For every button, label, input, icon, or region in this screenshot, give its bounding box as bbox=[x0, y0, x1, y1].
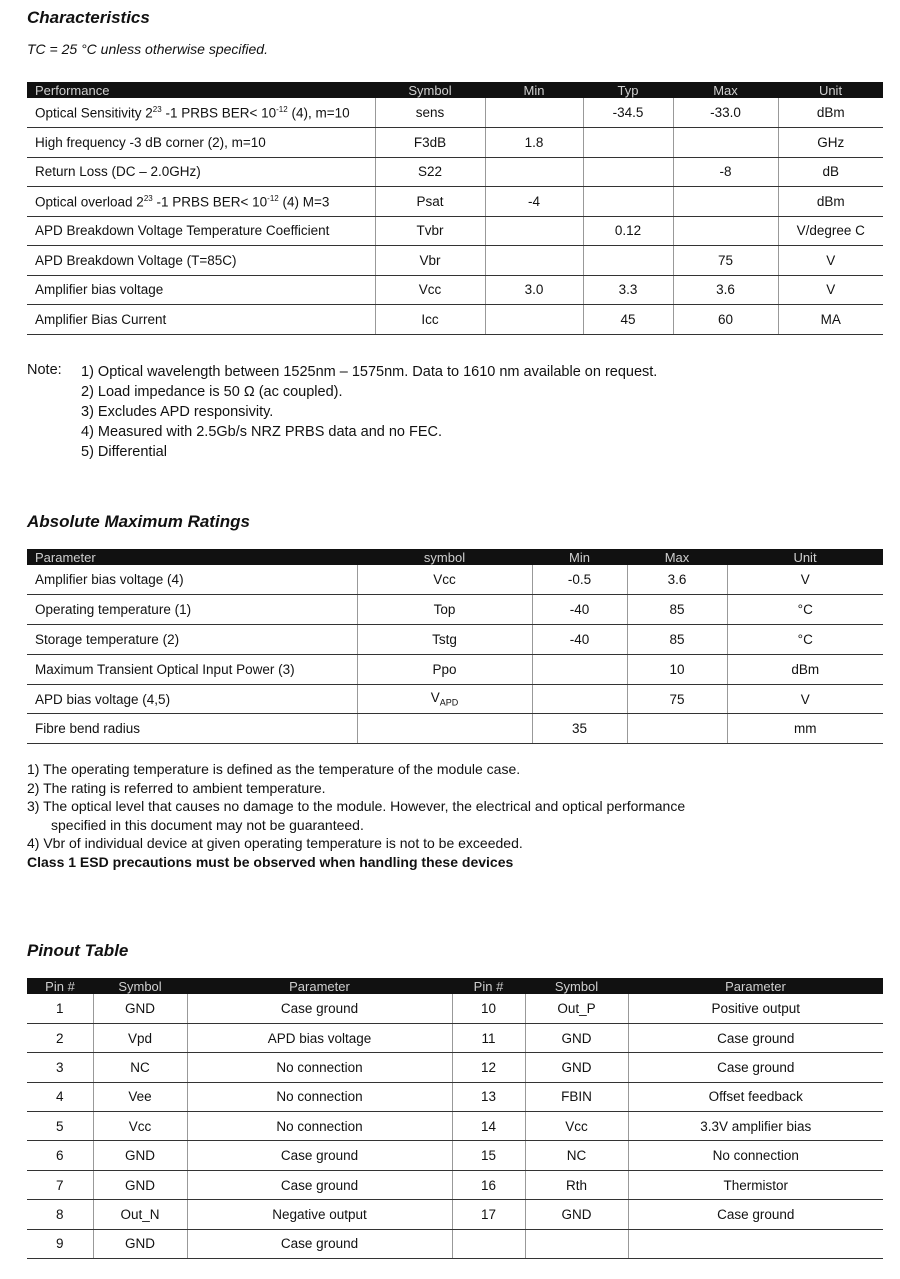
pin-parameter-cell: Case ground bbox=[628, 1200, 883, 1229]
pin-symbol-cell: Vcc bbox=[525, 1112, 628, 1141]
pin-parameter-cell: Case ground bbox=[187, 1170, 452, 1199]
typ-cell: 0.12 bbox=[583, 216, 673, 246]
subscript: APD bbox=[439, 697, 459, 708]
notes-list bbox=[81, 362, 657, 462]
pin-number-cell: 7 bbox=[27, 1170, 93, 1199]
performance-cell bbox=[27, 275, 375, 305]
table-row bbox=[27, 654, 883, 684]
table-row bbox=[27, 1229, 883, 1258]
table-row bbox=[27, 1023, 883, 1052]
min-cell bbox=[485, 246, 583, 276]
parameter-cell: Operating temperature (1) bbox=[27, 595, 357, 625]
col-header: Parameter bbox=[187, 978, 452, 994]
unit-cell: dBm bbox=[778, 187, 883, 217]
pinout-table bbox=[27, 978, 883, 1259]
performance-text: High frequency -3 dB corner (2), m=10 bbox=[35, 134, 266, 150]
col-header: Pin # bbox=[27, 978, 93, 994]
pin-symbol-cell bbox=[525, 1229, 628, 1258]
unit-cell: V bbox=[727, 684, 883, 714]
min-cell: 35 bbox=[532, 714, 627, 744]
superscript: -12 bbox=[276, 104, 288, 114]
pin-symbol-cell: Vpd bbox=[93, 1023, 187, 1052]
performance-text: Optical overload 2 bbox=[35, 194, 144, 209]
performance-cell bbox=[27, 305, 375, 335]
table-row bbox=[27, 625, 883, 655]
typ-cell bbox=[583, 128, 673, 158]
min-cell: -0.5 bbox=[532, 565, 627, 595]
pin-parameter-cell: Offset feedback bbox=[628, 1082, 883, 1111]
table-row bbox=[27, 595, 883, 625]
pin-symbol-cell: Out_P bbox=[525, 994, 628, 1023]
pin-number-cell: 12 bbox=[452, 1053, 525, 1082]
performance-text: -1 PRBS BER< 10 bbox=[152, 194, 268, 209]
typ-cell bbox=[583, 157, 673, 187]
max-cell: 3.6 bbox=[627, 565, 727, 595]
max-cell: 75 bbox=[673, 246, 778, 276]
symbol-cell bbox=[357, 714, 532, 744]
symbol-cell bbox=[357, 684, 532, 714]
pin-number-cell: 17 bbox=[452, 1200, 525, 1229]
pin-parameter-cell: Case ground bbox=[187, 994, 452, 1023]
performance-cell bbox=[27, 187, 375, 217]
performance-text: Amplifier bias voltage bbox=[35, 282, 164, 298]
pin-parameter-cell bbox=[628, 1229, 883, 1258]
performance-text: APD Breakdown Voltage Temperature Coefficient bbox=[35, 223, 330, 239]
symbol-cell: sens bbox=[375, 98, 485, 128]
symbol-cell: Vcc bbox=[375, 275, 485, 305]
max-cell: 75 bbox=[627, 684, 727, 714]
pin-parameter-cell: Case ground bbox=[187, 1229, 452, 1258]
table-row bbox=[27, 128, 883, 158]
pin-symbol-cell: Out_N bbox=[93, 1200, 187, 1229]
max-cell bbox=[673, 128, 778, 158]
min-cell bbox=[485, 216, 583, 246]
pinout-title: Pinout Table bbox=[27, 941, 129, 960]
min-cell: -40 bbox=[532, 595, 627, 625]
pin-number-cell: 5 bbox=[27, 1112, 93, 1141]
characteristics-table bbox=[27, 82, 883, 335]
abs-max-notes bbox=[27, 760, 685, 871]
symbol-cell: Icc bbox=[375, 305, 485, 335]
table-row bbox=[27, 1170, 883, 1199]
max-cell bbox=[673, 216, 778, 246]
max-cell bbox=[673, 187, 778, 217]
typ-cell: -34.5 bbox=[583, 98, 673, 128]
unit-cell: MA bbox=[778, 305, 883, 335]
table-row bbox=[27, 275, 883, 305]
max-cell: 3.6 bbox=[673, 275, 778, 305]
table-row bbox=[27, 187, 883, 217]
col-header: Symbol bbox=[375, 82, 485, 98]
unit-cell: dB bbox=[778, 157, 883, 187]
performance-cell bbox=[27, 216, 375, 246]
pin-parameter-cell: Case ground bbox=[187, 1141, 452, 1170]
characteristics-subtitle: TC = 25 °C unless otherwise specified. bbox=[27, 41, 268, 57]
symbol-text: Vcc bbox=[433, 572, 456, 588]
pin-number-cell: 6 bbox=[27, 1141, 93, 1170]
max-cell: 60 bbox=[673, 305, 778, 335]
pin-number-cell: 11 bbox=[452, 1023, 525, 1052]
pin-number-cell: 3 bbox=[27, 1053, 93, 1082]
symbol-cell bbox=[357, 654, 532, 684]
max-cell bbox=[627, 714, 727, 744]
note-label: Note: bbox=[27, 362, 62, 378]
symbol-text: Ppo bbox=[432, 661, 457, 677]
pin-symbol-cell: Rth bbox=[525, 1170, 628, 1199]
performance-text: Amplifier Bias Current bbox=[35, 311, 167, 327]
pin-symbol-cell: GND bbox=[93, 1170, 187, 1199]
symbol-cell: F3dB bbox=[375, 128, 485, 158]
col-header: symbol bbox=[357, 549, 532, 565]
col-header: Performance bbox=[27, 82, 375, 98]
note-item: 3) Excludes APD responsivity. bbox=[81, 404, 274, 420]
parameter-cell: Storage temperature (2) bbox=[27, 625, 357, 655]
pin-symbol-cell: Vee bbox=[93, 1082, 187, 1111]
unit-cell: mm bbox=[727, 714, 883, 744]
pin-number-cell: 4 bbox=[27, 1082, 93, 1111]
pin-symbol-cell: GND bbox=[525, 1053, 628, 1082]
table-row bbox=[27, 1082, 883, 1111]
performance-text: APD Breakdown Voltage (T=85C) bbox=[35, 252, 237, 268]
pin-parameter-cell: No connection bbox=[187, 1053, 452, 1082]
col-header: Max bbox=[673, 82, 778, 98]
table-row bbox=[27, 216, 883, 246]
pin-symbol-cell: FBIN bbox=[525, 1082, 628, 1111]
symbol-cell: Vbr bbox=[375, 246, 485, 276]
col-header: Max bbox=[627, 549, 727, 565]
typ-cell bbox=[583, 187, 673, 217]
pin-number-cell: 2 bbox=[27, 1023, 93, 1052]
min-cell bbox=[532, 654, 627, 684]
abs-note-item: 2) The rating is referred to ambient temperature. bbox=[27, 779, 326, 796]
pin-parameter-cell: No connection bbox=[187, 1082, 452, 1111]
pin-parameter-cell: Positive output bbox=[628, 994, 883, 1023]
min-cell: 3.0 bbox=[485, 275, 583, 305]
table-row bbox=[27, 684, 883, 714]
max-cell: 10 bbox=[627, 654, 727, 684]
unit-cell: °C bbox=[727, 595, 883, 625]
min-cell: -40 bbox=[532, 625, 627, 655]
symbol-cell bbox=[357, 625, 532, 655]
table-row bbox=[27, 246, 883, 276]
col-header: Symbol bbox=[93, 978, 187, 994]
performance-cell bbox=[27, 98, 375, 128]
pin-symbol-cell: GND bbox=[93, 1229, 187, 1258]
performance-cell bbox=[27, 157, 375, 187]
performance-text: -1 PRBS BER< 10 bbox=[161, 105, 277, 121]
unit-cell: dBm bbox=[727, 654, 883, 684]
note-item: 4) Measured with 2.5Gb/s NRZ PRBS data and no FEC. bbox=[81, 424, 443, 440]
abs-note-item: 4) Vbr of individual device at given operating temperature is not to be exceeded. bbox=[27, 835, 523, 851]
table-row bbox=[27, 714, 883, 744]
pin-number-cell: 8 bbox=[27, 1200, 93, 1229]
table-row bbox=[27, 1141, 883, 1170]
pin-parameter-cell: No connection bbox=[628, 1141, 883, 1170]
abs-note-item: 1) The operating temperature is defined as the temperature of the module case. bbox=[27, 761, 521, 777]
pin-symbol-cell: NC bbox=[525, 1141, 628, 1170]
symbol-cell: Psat bbox=[375, 187, 485, 217]
pin-number-cell: 15 bbox=[452, 1141, 525, 1170]
abs-note-item: 3) The optical level that causes no damage to the module. However, the electrical and optical performance bbox=[27, 798, 686, 814]
min-cell: -4 bbox=[485, 187, 583, 217]
esd-warning: Class 1 ESD precautions must be observed when handling these devices bbox=[27, 853, 514, 870]
typ-cell bbox=[583, 246, 673, 276]
unit-cell: V/degree C bbox=[778, 216, 883, 246]
performance-cell bbox=[27, 128, 375, 158]
unit-cell: °C bbox=[727, 625, 883, 655]
min-cell bbox=[485, 305, 583, 335]
note-item: 5) Differential bbox=[81, 444, 167, 460]
unit-cell: GHz bbox=[778, 128, 883, 158]
pin-parameter-cell: 3.3V amplifier bias bbox=[628, 1112, 883, 1141]
table-row bbox=[27, 1200, 883, 1229]
pin-number-cell: 1 bbox=[27, 994, 93, 1023]
pin-symbol-cell: GND bbox=[525, 1200, 628, 1229]
symbol-cell bbox=[357, 565, 532, 595]
performance-cell bbox=[27, 246, 375, 276]
max-cell: -8 bbox=[673, 157, 778, 187]
symbol-text: Tstg bbox=[432, 631, 457, 647]
col-header: Min bbox=[532, 549, 627, 565]
table-row bbox=[27, 1053, 883, 1082]
col-header: Unit bbox=[778, 82, 883, 98]
col-header: Typ bbox=[583, 82, 673, 98]
performance-text: Return Loss (DC – 2.0GHz) bbox=[35, 164, 201, 180]
performance-text: Optical Sensitivity 2 bbox=[35, 105, 153, 121]
max-cell: 85 bbox=[627, 595, 727, 625]
min-cell bbox=[485, 98, 583, 128]
pin-symbol-cell: GND bbox=[93, 994, 187, 1023]
pin-parameter-cell: APD bias voltage bbox=[187, 1023, 452, 1052]
pin-number-cell: 9 bbox=[27, 1229, 93, 1258]
superscript: -12 bbox=[267, 193, 279, 203]
table-row bbox=[27, 98, 883, 128]
table-row bbox=[27, 305, 883, 335]
pin-number-cell: 10 bbox=[452, 994, 525, 1023]
pin-symbol-cell: NC bbox=[93, 1053, 187, 1082]
max-cell: -33.0 bbox=[673, 98, 778, 128]
table-row bbox=[27, 157, 883, 187]
note-item: 2) Load impedance is 50 Ω (ac coupled). bbox=[81, 384, 343, 400]
pin-parameter-cell: Case ground bbox=[628, 1023, 883, 1052]
superscript: 23 bbox=[143, 193, 153, 203]
performance-text: (4) M=3 bbox=[278, 194, 330, 209]
parameter-cell: Maximum Transient Optical Input Power (3) bbox=[27, 654, 357, 684]
note-item: 1) Optical wavelength between 1525nm – 1575nm. Data to 1610 nm available on request. bbox=[81, 364, 658, 380]
col-header: Pin # bbox=[452, 978, 525, 994]
min-cell: 1.8 bbox=[485, 128, 583, 158]
abs-max-title: Absolute Maximum Ratings bbox=[27, 512, 250, 531]
pin-symbol-cell: Vcc bbox=[93, 1112, 187, 1141]
pinout-header-row bbox=[27, 978, 883, 994]
table-row bbox=[27, 994, 883, 1023]
performance-text: (4), m=10 bbox=[287, 105, 350, 121]
table-row bbox=[27, 1112, 883, 1141]
unit-cell: V bbox=[778, 275, 883, 305]
abs-max-header-row bbox=[27, 549, 883, 565]
parameter-cell: Fibre bend radius bbox=[27, 714, 357, 744]
characteristics-title: Characteristics bbox=[27, 8, 150, 27]
col-header: Unit bbox=[727, 549, 883, 565]
col-header: Parameter bbox=[628, 978, 883, 994]
symbol-text: Top bbox=[433, 602, 456, 618]
symbol-cell: Tvbr bbox=[375, 216, 485, 246]
pin-number-cell: 16 bbox=[452, 1170, 525, 1199]
unit-cell: dBm bbox=[778, 98, 883, 128]
pin-parameter-cell: Negative output bbox=[187, 1200, 452, 1229]
col-header: Parameter bbox=[27, 549, 357, 565]
unit-cell: V bbox=[727, 565, 883, 595]
symbol-cell: S22 bbox=[375, 157, 485, 187]
abs-max-table bbox=[27, 549, 883, 744]
pin-number-cell: 14 bbox=[452, 1112, 525, 1141]
max-cell: 85 bbox=[627, 625, 727, 655]
pin-number-cell: 13 bbox=[452, 1082, 525, 1111]
min-cell bbox=[485, 157, 583, 187]
pin-symbol-cell: GND bbox=[93, 1141, 187, 1170]
pin-parameter-cell: Case ground bbox=[628, 1053, 883, 1082]
characteristics-header-row bbox=[27, 82, 883, 98]
parameter-cell: APD bias voltage (4,5) bbox=[27, 684, 357, 714]
table-row bbox=[27, 565, 883, 595]
abs-note-item: specified in this document may not be guaranteed. bbox=[51, 816, 364, 833]
unit-cell: V bbox=[778, 246, 883, 276]
typ-cell: 45 bbox=[583, 305, 673, 335]
symbol-cell bbox=[357, 595, 532, 625]
col-header: Symbol bbox=[525, 978, 628, 994]
symbol-text: V bbox=[430, 690, 440, 706]
col-header: Min bbox=[485, 82, 583, 98]
pin-symbol-cell: GND bbox=[525, 1023, 628, 1052]
superscript: 23 bbox=[152, 104, 162, 114]
typ-cell: 3.3 bbox=[583, 275, 673, 305]
parameter-cell: Amplifier bias voltage (4) bbox=[27, 565, 357, 595]
pin-parameter-cell: No connection bbox=[187, 1112, 452, 1141]
pin-parameter-cell: Thermistor bbox=[628, 1170, 883, 1199]
pin-number-cell bbox=[452, 1229, 525, 1258]
min-cell bbox=[532, 684, 627, 714]
